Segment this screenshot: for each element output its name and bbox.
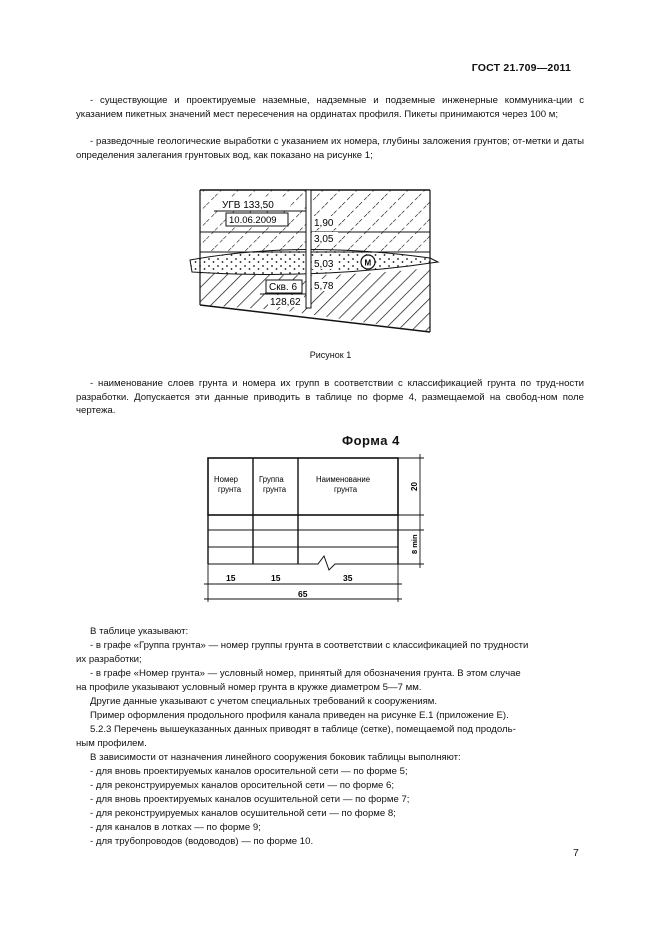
body-line-13: - для вновь проектируемых каналов осушительной сети — по форме 7; bbox=[90, 794, 410, 805]
column-1-width-dimension: 15 bbox=[226, 573, 236, 583]
groundwater-level-label: УГВ 133,50 bbox=[222, 200, 274, 211]
column-3-width-dimension: 35 bbox=[343, 573, 353, 583]
body-line-6: Другие данные указывают с учетом специальных требований к сооружениям. bbox=[90, 696, 438, 707]
column-1-header-line-1: Номер bbox=[214, 475, 238, 484]
document-header: ГОСТ 21.709—2011 bbox=[471, 62, 571, 74]
body-line-4: - в графе «Номер грунта» — условный номер, принятый для обозначения грунта. В этом случае bbox=[90, 668, 521, 679]
depth-label-3: 5,03 bbox=[314, 259, 334, 270]
paragraph-utilities: - существующие и проектируемые наземные, надземные и подземные инженерные коммуника-ции с указанием пикетных значений мест пересечения на ординатах профиля. Пикеты принимаются через 100 м; bbox=[76, 95, 584, 120]
row-height-dimension: 8 min bbox=[410, 534, 419, 554]
body-line-8: 5.2.3 Перечень вышеуказанных данных приводят в таблице (сетке), помещаемой под продоль- bbox=[90, 724, 516, 735]
body-line-16: - для трубопроводов (водоводов) — по форме 10. bbox=[90, 836, 314, 847]
depth-label-1: 1,90 bbox=[314, 218, 334, 229]
geologic-section-figure bbox=[180, 180, 450, 340]
total-width-dimension: 65 bbox=[298, 589, 308, 599]
column-3-header-line-1: Наименование bbox=[316, 475, 371, 484]
well-elevation-label: 128,62 bbox=[270, 297, 301, 308]
column-2-width-dimension: 15 bbox=[271, 573, 281, 583]
body-line-2: - в графе «Группа грунта» — номер группы грунта в соответствии с классификацией по трудности bbox=[90, 640, 529, 651]
column-2-header-line-1: Группа bbox=[259, 475, 284, 484]
body-line-10: В зависимости от назначения линейного сооружения боковик таблицы выполняют: bbox=[90, 752, 461, 763]
body-line-15: - для каналов в лотках — по форме 9; bbox=[90, 822, 261, 833]
body-line-9: ным профилем. bbox=[76, 738, 147, 749]
paragraph-boreholes: - разведочные геологические выработки с указанием их номера, глубины заложения грунтов; от-метки и даты определения залегания грунтовых вод, как показано на рисунке 1; bbox=[76, 136, 584, 161]
well-number-label: Скв. 6 bbox=[269, 282, 298, 293]
soil-layer-bottom bbox=[200, 268, 430, 332]
column-1-header-line-2: грунта bbox=[218, 485, 242, 494]
depth-label-4: 5,78 bbox=[314, 281, 334, 292]
body-line-7: Пример оформления продольного профиля канала приведен на рисунке Е.1 (приложение Е). bbox=[90, 710, 509, 721]
header-height-dimension: 20 bbox=[410, 482, 419, 491]
body-line-11: - для вновь проектируемых каналов оросительной сети — по форме 5; bbox=[90, 766, 408, 777]
column-3-header-line-2: грунта bbox=[334, 485, 358, 494]
body-line-12: - для реконструируемых каналов оросительной сети — по форме 6; bbox=[90, 780, 395, 791]
body-line-1: В таблице указывают: bbox=[90, 626, 189, 637]
page-number: 7 bbox=[573, 847, 579, 859]
borehole-column bbox=[306, 190, 311, 308]
column-2-header-line-2: грунта bbox=[263, 485, 287, 494]
depth-label-2: 3,05 bbox=[314, 234, 334, 245]
soil-number-circle-label: М bbox=[364, 258, 372, 268]
measurement-date-label: 10.06.2009 bbox=[229, 215, 277, 226]
form-4-title: Форма 4 bbox=[342, 433, 400, 448]
body-line-14: - для реконструируемых каналов осушительной сети — по форме 8; bbox=[90, 808, 396, 819]
paragraph-soil-layers: - наименование слоев грунта и номера их групп в соответствии с классификацией грунта по труд-ности разработки. Допускается эти данные приводить в таблице по форме 4, размещаемой на свобод-ном поле чертежа. bbox=[76, 378, 584, 417]
form-4-diagram bbox=[198, 452, 438, 612]
figure-1-caption: Рисунок 1 bbox=[309, 350, 352, 360]
body-line-3: их разработки; bbox=[76, 654, 142, 665]
body-line-5: на профиле указывают условный номер грунта в кружке диаметром 5—7 мм. bbox=[76, 682, 422, 693]
